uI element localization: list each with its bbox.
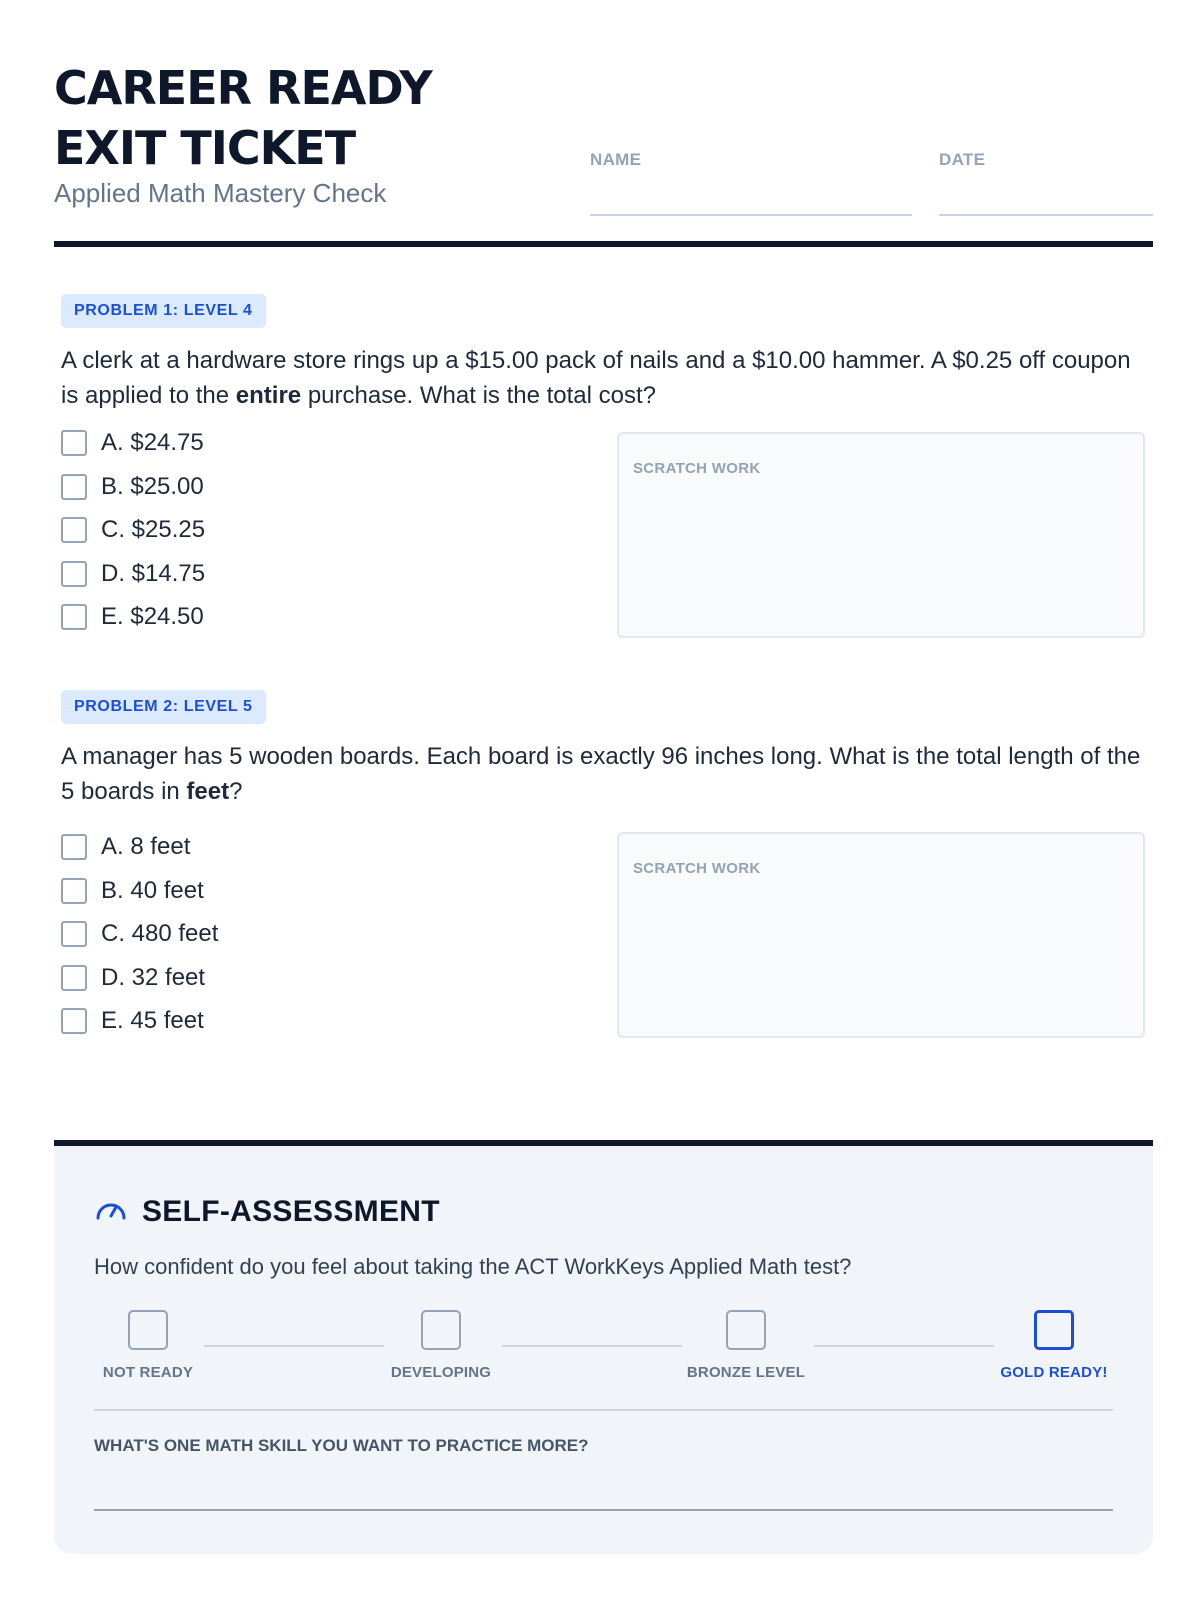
skill-prompt: WHAT'S ONE MATH SKILL YOU WANT TO PRACTICE MORE? bbox=[94, 1436, 589, 1455]
name-label: NAME bbox=[590, 150, 642, 169]
problem-2 bbox=[61, 690, 1153, 1034]
option-label: A. 8 feet bbox=[101, 833, 191, 860]
title-line-2: EXIT TICKET bbox=[54, 121, 356, 175]
title-line-1: CAREER READY bbox=[54, 61, 432, 115]
gauge-icon bbox=[94, 1192, 128, 1231]
option-label: D. $14.75 bbox=[101, 559, 206, 587]
checkbox[interactable] bbox=[61, 921, 87, 947]
option-label: B. $25.00 bbox=[101, 472, 204, 500]
checkbox[interactable] bbox=[61, 430, 87, 456]
page-subtitle: Applied Math Mastery Check bbox=[54, 178, 387, 208]
scale-option-developing[interactable] bbox=[361, 1310, 521, 1381]
page-title bbox=[54, 58, 554, 178]
option-label: D. 32 feet bbox=[101, 963, 206, 991]
self-assessment-title: SELF-ASSESSMENT bbox=[142, 1194, 440, 1228]
scale-connector bbox=[502, 1345, 682, 1347]
rating-checkbox[interactable] bbox=[128, 1310, 168, 1350]
answer-option-c[interactable] bbox=[61, 921, 561, 965]
answer-option-e[interactable] bbox=[61, 1008, 561, 1052]
checkbox[interactable] bbox=[61, 474, 87, 500]
scale-connector bbox=[814, 1345, 994, 1347]
problem-badge: PROBLEM 1: LEVEL 4 bbox=[61, 294, 266, 328]
checkbox[interactable] bbox=[61, 1008, 87, 1034]
answer-option-c[interactable] bbox=[61, 517, 561, 561]
problem-question bbox=[61, 343, 1153, 413]
confidence-question: How confident do you feel about taking the ACT WorkKeys Applied Math test? bbox=[94, 1254, 852, 1279]
question-text-end: purchase. What is the total cost? bbox=[301, 382, 656, 409]
scale-label: BRONZE LEVEL bbox=[686, 1364, 806, 1381]
answer-option-a[interactable] bbox=[61, 430, 561, 474]
answer-option-b[interactable] bbox=[61, 474, 561, 518]
rating-checkbox[interactable] bbox=[1034, 1310, 1074, 1350]
option-label: E. 45 feet bbox=[101, 1007, 204, 1034]
answer-option-a[interactable] bbox=[61, 834, 561, 878]
rating-checkbox[interactable] bbox=[421, 1310, 461, 1350]
scale-option-bronze-level[interactable] bbox=[666, 1310, 826, 1381]
problem-1 bbox=[61, 294, 1153, 630]
scratch-work-box[interactable] bbox=[617, 832, 1145, 1038]
checkbox[interactable] bbox=[61, 561, 87, 587]
self-assessment-header bbox=[94, 1192, 440, 1231]
scale-label: NOT READY bbox=[102, 1364, 194, 1381]
checkbox[interactable] bbox=[61, 604, 87, 630]
checkbox[interactable] bbox=[61, 965, 87, 991]
answer-option-e[interactable] bbox=[61, 604, 561, 648]
problem-badge: PROBLEM 2: LEVEL 5 bbox=[61, 690, 266, 724]
question-emphasis: entire bbox=[235, 382, 302, 409]
section-divider bbox=[94, 1409, 1113, 1411]
option-label: E. $24.50 bbox=[101, 603, 204, 630]
answer-options bbox=[61, 430, 561, 648]
scale-option-not-ready[interactable] bbox=[68, 1310, 228, 1381]
question-text-end: ? bbox=[229, 778, 243, 805]
date-field[interactable] bbox=[939, 150, 1153, 216]
question-text: A manager has 5 wooden boards. Each board is exactly 96 inches long. What is the total length of the 5 boards in bbox=[61, 743, 1141, 805]
answer-option-b[interactable] bbox=[61, 878, 561, 922]
scale-label: GOLD READY! bbox=[1000, 1364, 1108, 1381]
answer-option-d[interactable] bbox=[61, 561, 561, 605]
self-assessment-panel bbox=[54, 1140, 1153, 1554]
date-label: DATE bbox=[939, 150, 986, 169]
answer-options bbox=[61, 834, 561, 1052]
name-field[interactable] bbox=[590, 150, 912, 216]
checkbox[interactable] bbox=[61, 834, 87, 860]
problem-question bbox=[61, 739, 1153, 809]
checkbox[interactable] bbox=[61, 517, 87, 543]
scale-connector bbox=[204, 1345, 384, 1347]
question-text: A clerk at a hardware store rings up a $15.00 pack of nails and a $10.00 hammer. A $0.25 off coupon is applied to the bbox=[61, 347, 1131, 409]
option-label: C. 480 feet bbox=[101, 920, 219, 947]
skill-answer-line[interactable] bbox=[94, 1509, 1113, 1511]
option-label: A. $24.75 bbox=[101, 429, 204, 456]
rating-checkbox[interactable] bbox=[726, 1310, 766, 1350]
checkbox[interactable] bbox=[61, 878, 87, 904]
scale-option-gold-ready[interactable] bbox=[974, 1310, 1134, 1381]
option-label: B. 40 feet bbox=[101, 876, 204, 904]
scratch-work-label: SCRATCH WORK bbox=[633, 460, 761, 477]
scratch-work-box[interactable] bbox=[617, 432, 1145, 638]
question-emphasis: feet bbox=[186, 778, 230, 805]
answer-option-d[interactable] bbox=[61, 965, 561, 1009]
scratch-work-label: SCRATCH WORK bbox=[633, 860, 761, 877]
header-divider bbox=[54, 241, 1153, 247]
scale-label: DEVELOPING bbox=[390, 1364, 492, 1381]
option-label: C. $25.25 bbox=[101, 516, 206, 543]
